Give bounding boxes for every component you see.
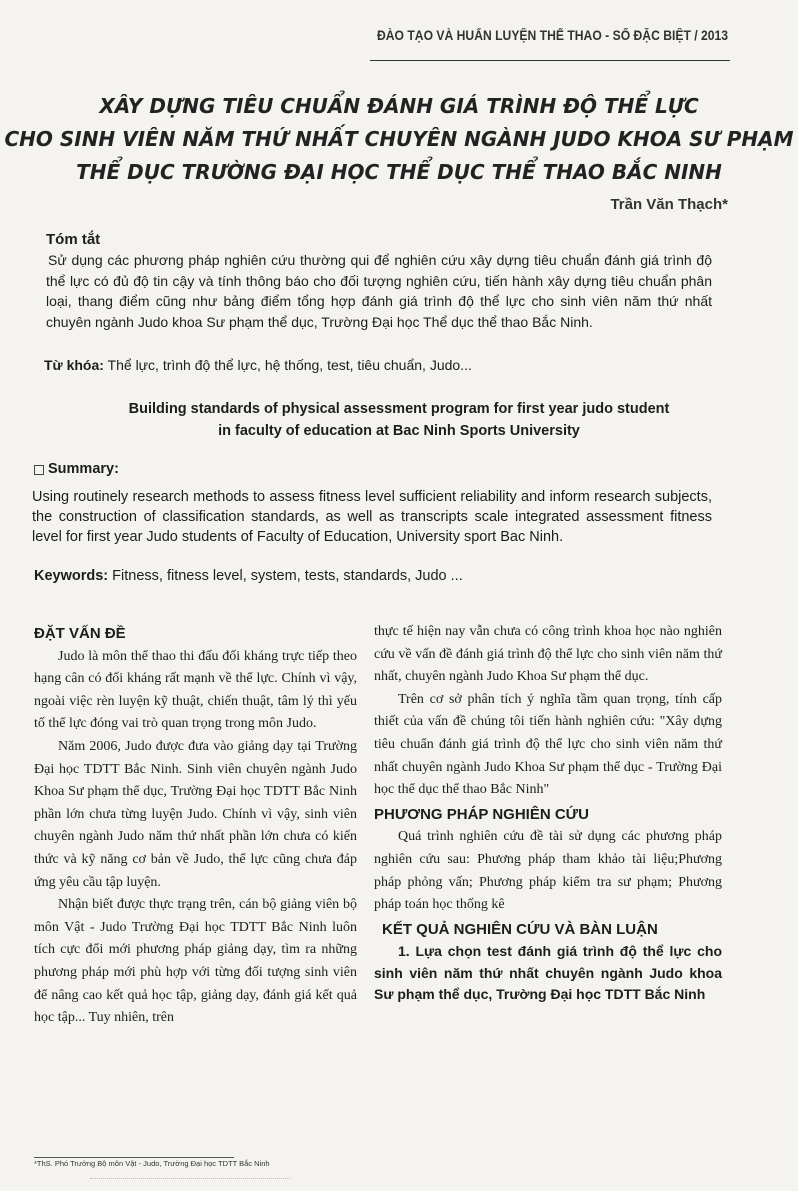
section-heading: KẾT QUẢ NGHIÊN CỨU VÀ BÀN LUẬN	[382, 920, 658, 938]
paragraph: Quá trình nghiên cứu đề tài sử dụng các phương pháp nghiên cứu sau: Phương pháp tham khảo tài liệu;Phương pháp phỏng vấn; Phương pháp kiểm tra sư phạm; Phương pháp toán học thống kê	[374, 829, 722, 913]
abstract-text: Sử dụng các phương pháp nghiên cứu thường qui để nghiên cứu xây dựng tiêu chuẩn đánh giá trình độ thể lực có đủ độ tin cậy và tính thông báo cho đối tượng nghiên cứu, tiến hành xây dựng tiêu chuẩn phân loại, thang điểm cũng như bảng điểm tổng hợp đánh giá trình độ thể lực cho sinh viên năm thứ nhất chuyên ngành Judo khoa Sư phạm thể dục, Trường Đại học Thể dục thể thao Bắc Ninh.	[46, 252, 712, 330]
english-title	[0, 398, 798, 442]
article-title	[0, 90, 798, 189]
english-title-line: Building standards of physical assessment program for first year judo student	[128, 401, 670, 417]
author: Trần Văn Thạch*	[610, 196, 728, 213]
summary-text: Using routinely research methods to assess fitness level sufficient reliability and inform research subjects, the construction of classification standards, as well as transcripts scale integrated assessment fitness level for first year Judo students of Faculty of Education, University sport Bac Ninh.	[32, 489, 712, 545]
title-line: THỂ DỤC TRƯỜNG ĐẠI HỌC THỂ DỤC THỂ THAO BẮC NINH	[76, 160, 722, 184]
keywords-en	[34, 568, 463, 584]
paragraph: Judo là môn thể thao thi đấu đối kháng trực tiếp theo hạng cân có đối kháng rất mạnh về thể lực. Chính vì vậy, ngoài việc rèn luyện kỹ thuật, chiến thuật, tâm lý thì yếu tố thể lực đóng vai trò quan trọng trong môn Judo.	[34, 648, 357, 732]
abstract-heading: Tóm tắt	[46, 231, 101, 248]
footnote: *ThS. Phó Trưởng Bộ môn Vật - Judo, Trường Đại học TDTT Bắc Ninh	[34, 1159, 270, 1168]
keywords-en-text: Fitness, fitness level, system, tests, standards, Judo ...	[108, 568, 463, 584]
paragraph: Nhận biết được thực trạng trên, cán bộ giảng viên bộ môn Vật - Judo Trường Đại học TDTT Bắc Ninh luôn tích cực đổi mới phương pháp giảng dạy, tìm ra những phương pháp mới phù hợp với từng đối tượng sinh viên để nâng cao kết quả học tập, giảng dạy, đánh giá kết quả học tập... Tuy nhiên, trên	[34, 897, 357, 1026]
section-heading: ĐẶT VẤN ĐỀ	[34, 625, 126, 642]
subsection-heading: 1. Lựa chọn test đánh giá trình độ thể lực cho sinh viên năm thứ nhất chuyên ngành Judo khoa Sư phạm thể dục, Trường Đại học TDTT Bắc Ninh	[374, 943, 722, 1003]
keywords-vi-label: Từ khóa:	[44, 357, 104, 373]
scan-artifact	[90, 1178, 290, 1180]
running-header	[338, 28, 728, 43]
section-heading: PHƯƠNG PHÁP NGHIÊN CỨU	[374, 805, 589, 823]
title-line: CHO SINH VIÊN NĂM THỨ NHẤT CHUYÊN NGÀNH JUDO KHOA SƯ PHẠM	[4, 127, 794, 151]
journal-name: ĐÀO TẠO VÀ HUẤN LUYỆN THỂ THAO	[376, 28, 602, 43]
keywords-en-label: Keywords:	[34, 568, 109, 584]
paragraph: Năm 2006, Judo được đưa vào giảng dạy tại Trường Đại học TDTT Bắc Ninh. Sinh viên chuyên ngành Judo Khoa Sư phạm thể dục, Trường Đại học TDTT Bắc Ninh phần lớn chưa từng luyện Judo. Chính vì vậy, sinh viên chuyên ngành Judo năm thứ nhất phần lớn chưa có kiến thức và kỹ năng cơ bản về Judo, thể lực cũng chưa đáp ứng yêu cầu tập luyện.	[34, 738, 357, 890]
keywords-vi	[44, 357, 472, 373]
header-rule	[370, 60, 730, 61]
paragraph: thực tế hiện nay vẫn chưa có công trình khoa học nào nghiên cứu về vấn đề đánh giá trình độ thể lực cho sinh viên năm thứ nhất, chuyên ngành Judo Khoa Sư phạm thể dục.	[374, 624, 722, 685]
title-line: XÂY DỰNG TIÊU CHUẨN ĐÁNH GIÁ TRÌNH ĐỘ THỂ LỰC	[99, 94, 699, 118]
paragraph: Trên cơ sở phân tích ý nghĩa tầm quan trọng, tính cấp thiết của vấn đề chúng tôi tiến hành nghiên cứu: "Xây dựng tiêu chuẩn đánh giá trình độ thể lực cho sinh viên năm thứ nhất chuyên ngành Judo Khoa Sư phạm thể dục - Trường Đại học thể dục thể thao Bắc Ninh"	[374, 691, 722, 798]
checkbox-mark-icon	[34, 465, 44, 475]
keywords-vi-text: Thể lực, trình độ thể lực, hệ thống, test, tiêu chuẩn, Judo...	[103, 357, 472, 373]
summary-heading-label: Summary:	[48, 461, 119, 477]
column-right	[374, 621, 722, 1006]
column-left	[34, 621, 357, 1030]
summary-heading	[34, 461, 119, 477]
issue-label: - SỐ ĐẶC BIỆT / 2013	[605, 28, 728, 43]
footnote-rule	[34, 1157, 234, 1158]
english-title-line: in faculty of education at Bac Ninh Sports University	[218, 423, 580, 439]
